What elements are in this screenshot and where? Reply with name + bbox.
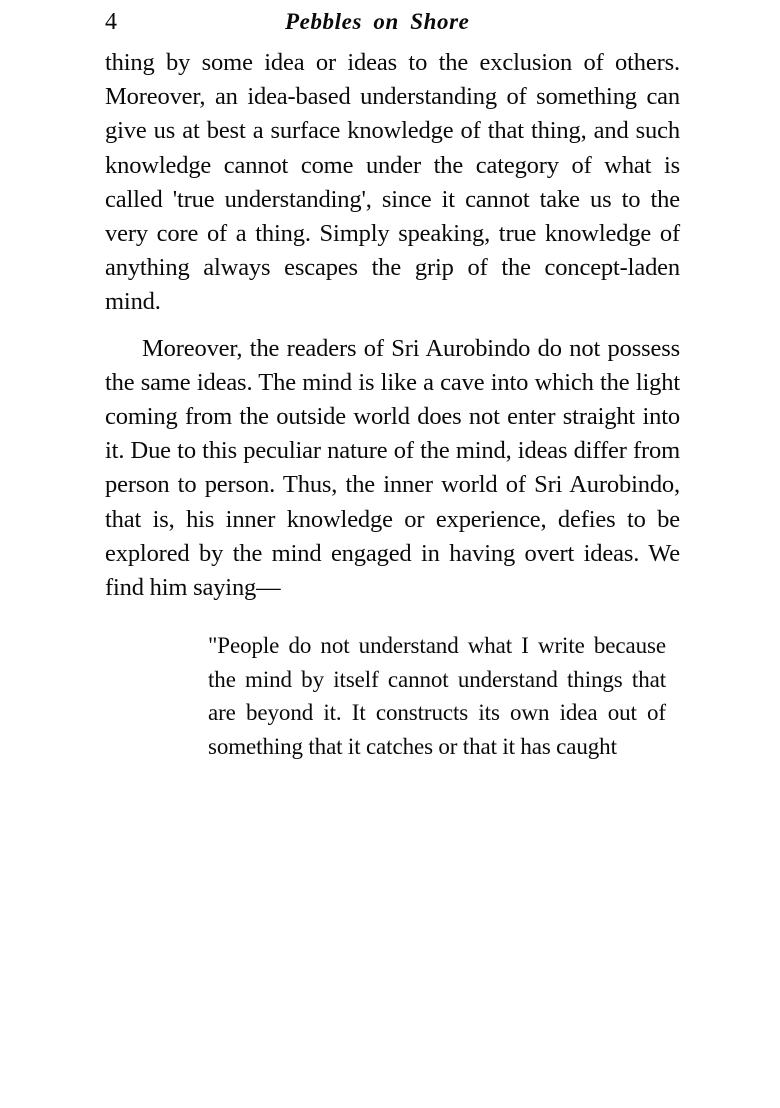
blockquote-1: [208, 629, 666, 763]
paragraph-1: thing by some idea or ideas to the exclusion of others. Moreover, an idea-based understanding of something can give us at best a surface knowledge of that thing, and such knowledge cannot come under the category of what is called 'true understanding', since it cannot take us to the very core of a thing. Simply speaking, true knowledge of anything always escapes the grip of the concept-laden mind.: [105, 49, 680, 316]
paragraph-3: Moreover, the readers of Sri Aurobindo do not possess the same ideas. The mind is like a cave into which the light coming from the outside world does not enter straight into it. Due to this peculiar nature of the mind, ideas differ from person to person. Thus, the inner world of Sri Aurobindo, that is, his inner knowledge or experience, defies to be explored by the mind engaged in having overt ideas. We find him saying—: [105, 334, 680, 602]
body-text-block: [105, 46, 680, 763]
blockquote-text: "People do not understand what I write because the mind by itself cannot understand things that are beyond it. It constructs its own idea out of something that it catches or that it has caught: [208, 633, 666, 759]
running-head-title: Pebbles on Shore: [285, 9, 470, 34]
page-number: 4: [105, 9, 117, 35]
running-head: [105, 8, 680, 38]
